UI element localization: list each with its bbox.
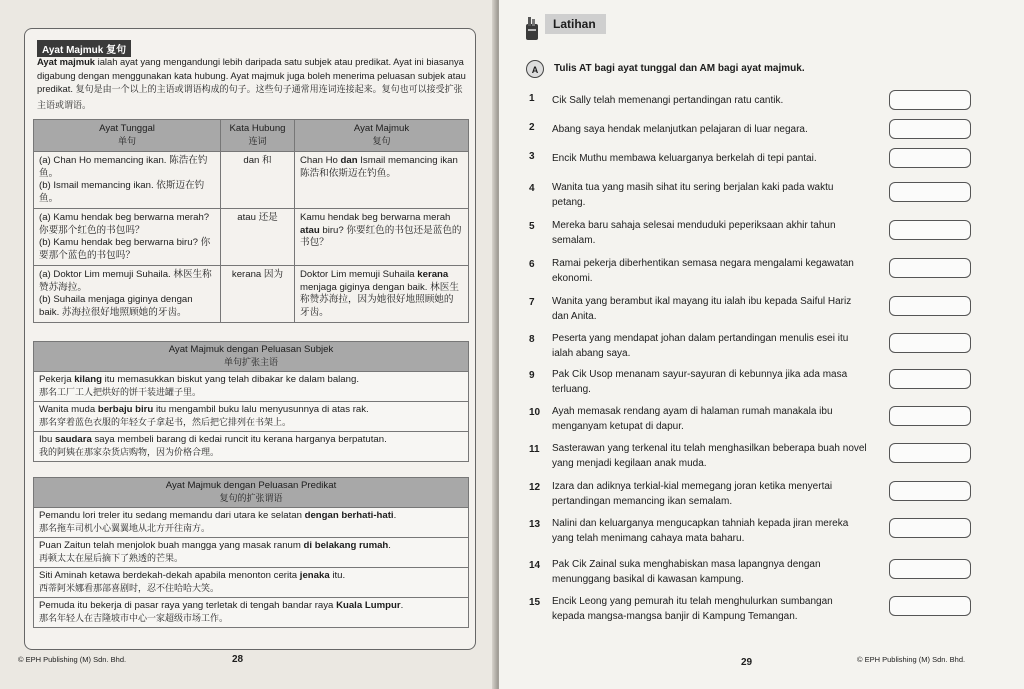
answer-box[interactable] <box>889 406 971 426</box>
right-page: Latihan A Tulis AT bagi ayat tunggal dan AM bagi ayat majmuk. 1 Cik Sally telah memenangi pertandingan ratu cantik. 2 Abang saya hendak melanjutkan pelajaran di luar negara. 3 Encik Muthu membawa keluarganya berkelah di tepi pantai. 4 Wanita tua yang masih sihat itu sering berjalan kaki pada waktu petang. 5 Mereka baru sahaja selesai menduduki peperiksaan akhir tahun semalam. 6 Ramai pekerja diberhentikan semasa negara mengalami kegawatan ekonomi. 7 Wanita yang berambut ikal mayang itu ialah ibu kepada Saiful Hariz dan Anita. 8 Peserta yang mendapat johan dalam pertandingan menulis esei itu ialah abang saya. 9 Pak Cik Usop menanam sayur-sayuran di kebunnya jika ada masa terluang. 10 Ayah memasak rendang ayam di halaman rumah manakala ibu menganyam ketupat di dapur. 11 Sasterawan yang terkenal itu telah menghasilkan beberapa buah novel yang menjadi kegilaan anak muda. 12 Izara dan adiknya terkial-kial memegang joran ketika menyertai pertandingan memancing ikan semalam. 13 Nalini dan keluarganya mengucapkan tahniah kepada jiran mereka yang telah menimang cahaya mata baharu. 14 Pak Cik Zainal suka menghabiskan masa lapangnya dengan menunggang basikal di kawasan kampung. 15 Encik Leong yang pemurah itu telah menghulurkan sumbangan kepada mangsa-mangsa banjir di Kampung Temangan. 29 © EPH Publishing (M) Sdn. Bhd. <box>499 0 1024 689</box>
table-row <box>34 209 469 266</box>
question-text: Encik Leong yang pemurah itu telah menghulurkan sumbangan kepada mangsa-mangsa banjir di Kampung Temangan. <box>552 596 833 622</box>
answer-box[interactable] <box>889 596 971 616</box>
answer-box[interactable] <box>889 333 971 353</box>
peluasan-subjek-table <box>33 341 469 462</box>
answer-box[interactable] <box>889 220 971 240</box>
answer-box[interactable] <box>889 119 971 139</box>
section-a-badge: A <box>526 60 544 78</box>
intro-paragraph <box>37 55 467 113</box>
question-text: Sasterawan yang terkenal itu telah menghasilkan beberapa buah novel yang menjadi kegilaan anak muda. <box>552 443 867 469</box>
answer-box[interactable] <box>889 443 971 463</box>
list-item: Puan Zaitun telah menjolok buah mangga yang masak ranum di belakang rumah. 再顿太太在屋后摘下了熟透的芒果。 <box>34 538 469 568</box>
question-text: Pak Cik Zainal suka menghabiskan masa lapangnya dengan menunggang basikal di kawasan kampung. <box>552 559 821 585</box>
question-text: Cik Sally telah memenangi pertandingan ratu cantik. <box>552 95 784 106</box>
list-item: Wanita muda berbaju biru itu mengambil buku lalu menyusunnya di atas rak. 那名穿着蓝色衣服的年轻女子拿起书，然后把它排列在书架上。 <box>34 402 469 432</box>
question-text: Izara dan adiknya terkial-kial memegang joran ketika menyertai pertandingan memancing ikan semalam. <box>552 481 833 507</box>
list-item: Siti Aminah ketawa berdekah-dekah apabila menonton cerita jenaka itu. 西蒂阿米娜看那部喜剧时，忍不住哈哈大笑。 <box>34 568 469 598</box>
intro-definition: ialah ayat yang mengandungi lebih daripada satu subjek atau predikat. Ayat ini biasanya digabung dengan menggunakan kata hubung. Ayat majmuk juga boleh menerima peluasan subjek atau predikat. <box>37 56 466 95</box>
answer-box[interactable] <box>889 518 971 538</box>
question-text: Wanita tua yang masih sihat itu sering berjalan kaki pada waktu petang. <box>552 182 834 208</box>
question-text: Nalini dan keluarganya mengucapkan tahniah kepada jiran mereka yang telah menimang cahaya mata baharu. <box>552 518 849 544</box>
answer-box[interactable] <box>889 182 971 202</box>
intro-chinese: 复句是由一个以上的主语或谓语构成的句子。这些句子通常用连词连接起来。复句也可以接受扩张主语或谓语。 <box>37 85 463 111</box>
header-ayat-majmuk: Ayat Majmuk 复句 <box>294 120 468 152</box>
content-box <box>24 28 476 650</box>
list-item: Pemuda itu bekerja di pasar raya yang terletak di tengah bandar raya Kuala Lumpur. 那名年轻人在吉隆坡市中心一家超级市场工作。 <box>34 598 469 628</box>
answer-box[interactable] <box>889 559 971 579</box>
answer-box[interactable] <box>889 296 971 316</box>
answer-box[interactable] <box>889 258 971 278</box>
question-text: Encik Muthu membawa keluarganya berkelah di tepi pantai. <box>552 153 817 164</box>
tunggal-cell: (a) Kamu hendak beg berwarna merah? 你要那个红色的书包吗？ (b) Kamu hendak beg berwarna biru? 你要那个蓝色的书包吗？ <box>34 209 221 266</box>
copyright-text: © EPH Publishing (M) Sdn. Bhd. <box>18 655 127 664</box>
question-text: Pak Cik Usop menanam sayur-sayuran di kebunnya jika ada masa terluang. <box>552 369 848 395</box>
table-header-row <box>34 120 469 152</box>
list-item: Ibu saudara saya membeli barang di kedai runcit itu kerana harganya berpatutan. 我的阿姨在那家杂货店购物，因为价格合理。 <box>34 432 469 462</box>
section-title: Ayat Majmuk 复句 <box>37 40 131 57</box>
list-item: Pekerja kilang itu memasukkan biskut yang telah dibakar ke dalam balang. 那名工厂工人把烘好的饼干装进罐子里。 <box>34 372 469 402</box>
page-number: 28 <box>232 654 244 665</box>
answer-box[interactable] <box>889 369 971 389</box>
instruction-text: Tulis AT bagi ayat tunggal dan AM bagi ayat majmuk. <box>554 63 805 74</box>
predikat-header: Ayat Majmuk dengan Peluasan Predikat 复句的扩张谓语 <box>34 478 469 508</box>
tunggal-cell: (a) Chan Ho memancing ikan. 陈浩在钓鱼。 (b) Ismail memancing ikan. 依斯迈在钓鱼。 <box>34 152 221 209</box>
latihan-title: Latihan <box>545 14 606 34</box>
question-text: Wanita yang berambut ikal mayang itu ialah ibu kepada Saiful Hariz dan Anita. <box>552 296 852 322</box>
copyright-text: © EPH Publishing (M) Sdn. Bhd. <box>857 655 966 664</box>
intro-term: Ayat majmuk <box>37 56 96 67</box>
question-text: Abang saya hendak melanjutkan pelajaran di luar negara. <box>552 124 808 135</box>
list-item: Pemandu lori treler itu sedang memandu dari utara ke selatan dengan berhati-hati. 那名拖车司机小心翼翼地从北方开往南方。 <box>34 508 469 538</box>
table-row <box>34 266 469 323</box>
hubung-cell: dan 和 <box>221 152 295 209</box>
majmuk-cell: Kamu hendak beg berwarna merah atau biru? 你要红色的书包还是蓝色的书包？ <box>294 209 468 266</box>
question-text: Ramai pekerja diberhentikan semasa negara mengalami kegawatan ekonomi. <box>552 258 854 284</box>
hubung-cell: kerana 因为 <box>221 266 295 323</box>
header-ayat-tunggal: Ayat Tunggal 单句 <box>34 120 221 152</box>
answer-box[interactable] <box>889 481 971 501</box>
page-number: 29 <box>741 657 753 668</box>
tunggal-cell: (a) Doktor Lim memuji Suhaila. 林医生称赞苏海拉。 (b) Suhaila menjaga giginya dengan baik. 苏海拉很好地照顾她的牙齿。 <box>34 266 221 323</box>
majmuk-cell: Chan Ho dan Ismail memancing ikan 陈浩和依斯迈在钓鱼。 <box>294 152 468 209</box>
table-row <box>34 152 469 209</box>
question-text: Ayah memasak rendang ayam di halaman rumah manakala ibu menganyam ketupat di dapur. <box>552 406 833 432</box>
subjek-header: Ayat Majmuk dengan Peluasan Subjek 单句扩张主语 <box>34 342 469 372</box>
header-kata-hubung: Kata Hubung 连词 <box>221 120 295 152</box>
question-text: Peserta yang mendapat johan dalam pertandingan menulis esei itu ialah abang saya. <box>552 333 849 359</box>
answer-box[interactable] <box>889 148 971 168</box>
left-page <box>0 0 497 689</box>
majmuk-cell: Doktor Lim memuji Suhaila kerana menjaga giginya dengan baik. 林医生称赞苏海拉，因为她很好地照顾她的牙齿。 <box>294 266 468 323</box>
hubung-cell: atau 还是 <box>221 209 295 266</box>
answer-box[interactable] <box>889 90 971 110</box>
pencil-cup-icon <box>524 16 540 42</box>
question-text: Mereka baru sahaja selesai menduduki peperiksaan akhir tahun semalam. <box>552 220 836 246</box>
peluasan-predikat-table <box>33 477 469 628</box>
examples-table <box>33 119 469 323</box>
